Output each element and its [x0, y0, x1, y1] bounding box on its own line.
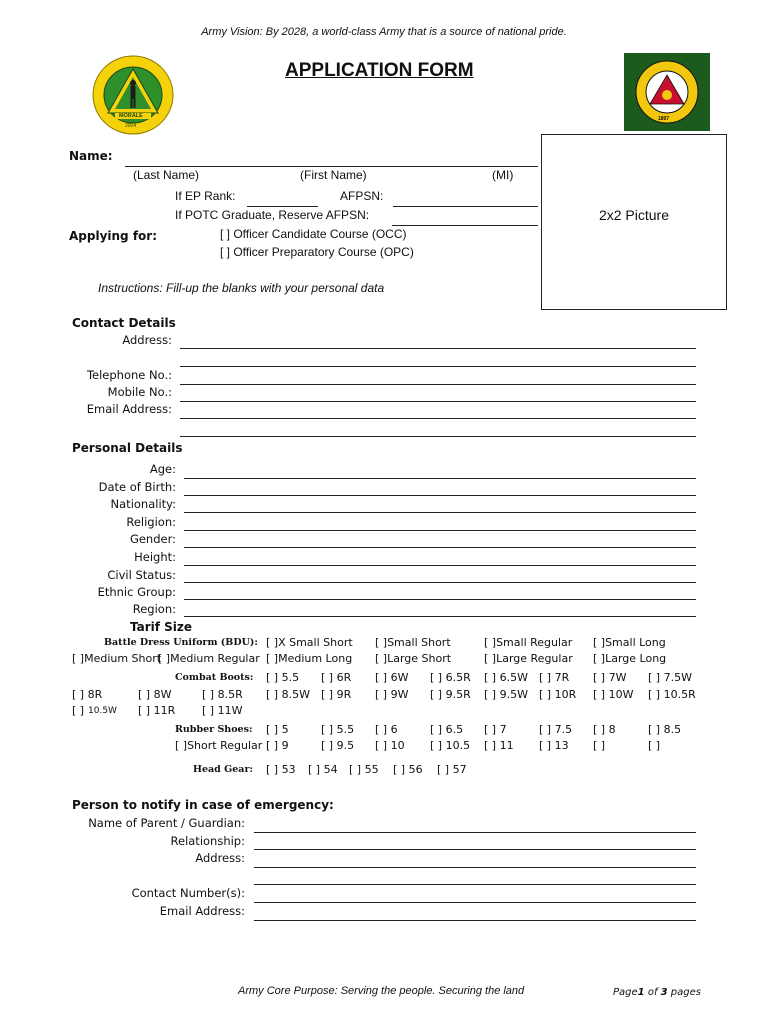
apmc-logo-text: MORALE	[119, 113, 143, 119]
name-input-line[interactable]	[125, 166, 538, 167]
afpsn-label: AFPSN:	[340, 189, 384, 203]
page-title: APPLICATION FORM	[285, 60, 474, 81]
first-name-caption: (First Name)	[300, 168, 367, 182]
photo-label: 2x2 Picture	[598, 207, 670, 223]
age-label: Age:	[149, 462, 176, 476]
relationship-label: Relationship:	[170, 834, 245, 848]
gender-input-line[interactable]	[184, 547, 696, 548]
head-56-checkbox[interactable]: [ ] 56	[393, 763, 423, 776]
bdu-large-long-checkbox[interactable]: [ ]Large Long	[593, 652, 667, 665]
region-label: Region:	[132, 602, 176, 616]
mi-caption: (MI)	[492, 168, 514, 182]
potc-input-line[interactable]	[392, 225, 538, 226]
address-label: Address:	[122, 333, 172, 347]
contact-numbers-input-line[interactable]	[254, 902, 696, 903]
height-input-line[interactable]	[184, 565, 696, 566]
boots-10-5w-box[interactable]: [ ]	[72, 704, 85, 717]
parent-guardian-label: Name of Parent / Guardian:	[88, 816, 245, 830]
emergency-address-input-line-2[interactable]	[254, 884, 696, 885]
emergency-email-label: Email Address:	[159, 904, 245, 918]
bdu-small-long-checkbox[interactable]: [ ]Small Long	[593, 636, 666, 649]
army-core-purpose: Army Core Purpose: Serving the people. Securing the land	[238, 985, 525, 997]
pa-seal-year: 1897	[658, 116, 670, 122]
bdu-large-regular-checkbox[interactable]: [ ]Large Regular	[484, 652, 573, 665]
gender-label: Gender:	[129, 532, 176, 546]
head-54-checkbox[interactable]: [ ] 54	[308, 763, 338, 776]
boots-9-5r-checkbox[interactable]: [ ] 9.5R	[430, 688, 471, 701]
height-label: Height:	[134, 550, 176, 564]
email-input-line-2[interactable]	[180, 436, 696, 437]
emergency-email-input-line[interactable]	[254, 920, 696, 921]
head-55-checkbox[interactable]: [ ] 55	[349, 763, 379, 776]
rubber-10-checkbox[interactable]: [ ] 10	[375, 739, 405, 752]
potc-label: If POTC Graduate, Reserve AFPSN:	[175, 208, 370, 222]
page-current: 1	[637, 987, 645, 998]
ep-rank-label: If EP Rank:	[175, 189, 236, 203]
relationship-input-line[interactable]	[254, 849, 696, 850]
emergency-address-input-line-1[interactable]	[254, 867, 696, 868]
rubber-6-checkbox[interactable]: [ ] 6	[375, 723, 398, 736]
tarif-size-heading: Tarif Size	[130, 620, 193, 634]
boots-10-5r-checkbox[interactable]: [ ] 10.5R	[648, 688, 696, 701]
ethnic-group-label: Ethnic Group:	[97, 585, 176, 599]
page-suffix: pages	[667, 987, 701, 998]
ep-rank-input-line[interactable]	[247, 206, 318, 207]
dob-input-line[interactable]	[184, 495, 696, 496]
bdu-medium-short-checkbox[interactable]: [ ]Medium Short	[72, 652, 162, 665]
rubber-7-checkbox[interactable]: [ ] 7	[484, 723, 507, 736]
personal-details-heading: Personal Details	[72, 441, 183, 455]
boots-6r-checkbox[interactable]: [ ] 6R	[321, 671, 352, 684]
rubber-blank-checkbox-2[interactable]: [ ]	[648, 739, 661, 752]
contact-numbers-label: Contact Number(s):	[131, 886, 245, 900]
bdu-large-short-checkbox[interactable]: [ ]Large Short	[375, 652, 452, 665]
mobile-label: Mobile No.:	[107, 385, 172, 399]
afpsn-input-line[interactable]	[393, 206, 538, 207]
boots-7r-checkbox[interactable]: [ ] 7R	[539, 671, 570, 684]
ethnic-group-input-line[interactable]	[184, 599, 696, 600]
head-53-checkbox[interactable]: [ ] 53	[266, 763, 296, 776]
address-input-line-1[interactable]	[180, 348, 696, 349]
occ-checkbox[interactable]: [ ] Officer Candidate Course (OCC)	[220, 227, 407, 241]
head-57-checkbox[interactable]: [ ] 57	[437, 763, 467, 776]
boots-10w-checkbox[interactable]: [ ] 10W	[593, 688, 634, 701]
opc-checkbox[interactable]: [ ] Officer Preparatory Course (OPC)	[220, 245, 414, 259]
rubber-8-checkbox[interactable]: [ ] 8	[593, 723, 616, 736]
name-label: Name:	[69, 149, 113, 163]
rubber-shoes-label: Rubber Shoes:	[175, 724, 253, 735]
boots-10-5w-label: 10.5W	[88, 706, 117, 716]
boots-8r-checkbox[interactable]: [ ] 8R	[72, 688, 103, 701]
rubber-10-5-checkbox[interactable]: [ ] 10.5	[430, 739, 471, 752]
dob-label: Date of Birth:	[98, 480, 176, 494]
rubber-6-5-checkbox[interactable]: [ ] 6.5	[430, 723, 464, 736]
boots-6-5w-checkbox[interactable]: [ ] 6.5W	[484, 671, 528, 684]
civil-status-input-line[interactable]	[184, 582, 696, 583]
nationality-input-line[interactable]	[184, 512, 696, 513]
page-total: 3	[660, 987, 668, 998]
emergency-heading: Person to notify in case of emergency:	[72, 798, 334, 812]
last-name-caption: (Last Name)	[133, 168, 200, 182]
boots-8-5w-checkbox[interactable]: [ ] 8.5W	[266, 688, 310, 701]
nationality-label: Nationality:	[110, 497, 176, 511]
email-input-line[interactable]	[180, 418, 696, 419]
applying-for-label: Applying for:	[69, 229, 158, 243]
religion-label: Religion:	[126, 515, 176, 529]
parent-guardian-input-line[interactable]	[254, 832, 696, 833]
boots-10r-checkbox[interactable]: [ ] 10R	[539, 688, 577, 701]
bdu-xsmall-short-checkbox[interactable]: [ ]X Small Short	[266, 636, 353, 649]
boots-7-5w-checkbox[interactable]: [ ] 7.5W	[648, 671, 692, 684]
boots-7w-checkbox[interactable]: [ ] 7W	[593, 671, 627, 684]
apmc-logo-year: 2004	[125, 123, 137, 129]
region-input-line[interactable]	[184, 616, 696, 617]
telephone-label: Telephone No.:	[86, 368, 172, 382]
boots-8-5r-checkbox[interactable]: [ ] 8.5R	[202, 688, 243, 701]
bdu-label: Battle Dress Uniform (BDU):	[104, 637, 258, 648]
boots-9w-checkbox[interactable]: [ ] 9W	[375, 688, 409, 701]
page-prefix: Page	[613, 987, 638, 998]
rubber-short-regular-checkbox[interactable]: [ ]Short Regular	[175, 739, 263, 752]
rubber-9-5-checkbox[interactable]: [ ] 9.5	[321, 739, 355, 752]
page-number	[613, 987, 701, 998]
boots-8w-checkbox[interactable]: [ ] 8W	[138, 688, 172, 701]
rubber-5-checkbox[interactable]: [ ] 5	[266, 723, 289, 736]
boots-9r-checkbox[interactable]: [ ] 9R	[321, 688, 352, 701]
email-label: Email Address:	[86, 402, 172, 416]
bdu-medium-long-checkbox[interactable]: [ ]Medium Long	[266, 652, 353, 665]
head-gear-label: Head Gear:	[193, 764, 253, 775]
bdu-small-short-checkbox[interactable]: [ ]Small Short	[375, 636, 451, 649]
rubber-8-5-checkbox[interactable]: [ ] 8.5	[648, 723, 682, 736]
telephone-input-line[interactable]	[180, 384, 696, 385]
religion-input-line[interactable]	[184, 530, 696, 531]
army-vision: Army Vision: By 2028, a world-class Army that is a source of national pride.	[201, 26, 567, 38]
boots-11r-checkbox[interactable]: [ ] 11R	[138, 704, 176, 717]
rubber-5-5-checkbox[interactable]: [ ] 5.5	[321, 723, 355, 736]
civil-status-label: Civil Status:	[107, 568, 176, 582]
emergency-address-label: Address:	[195, 851, 245, 865]
rubber-blank-checkbox-1[interactable]: [ ]	[593, 739, 606, 752]
rubber-9-checkbox[interactable]: [ ] 9	[266, 739, 289, 752]
bdu-small-regular-checkbox[interactable]: [ ]Small Regular	[484, 636, 573, 649]
contact-details-heading: Contact Details	[72, 316, 176, 330]
rubber-13-checkbox[interactable]: [ ] 13	[539, 739, 569, 752]
address-input-line-2[interactable]	[180, 366, 696, 367]
mobile-input-line[interactable]	[180, 401, 696, 402]
bdu-medium-regular-checkbox[interactable]: [ ]Medium Regular	[158, 652, 260, 665]
boots-6w-checkbox[interactable]: [ ] 6W	[375, 671, 409, 684]
age-input-line[interactable]	[184, 478, 696, 479]
boots-6-5r-checkbox[interactable]: [ ] 6.5R	[430, 671, 471, 684]
rubber-7-5-checkbox[interactable]: [ ] 7.5	[539, 723, 573, 736]
combat-boots-label: Combat Boots:	[175, 672, 254, 683]
boots-5-5-checkbox[interactable]: [ ] 5.5	[266, 671, 300, 684]
boots-9-5w-checkbox[interactable]: [ ] 9.5W	[484, 688, 528, 701]
rubber-11-checkbox[interactable]: [ ] 11	[484, 739, 514, 752]
instructions-text: Instructions: Fill-up the blanks with your personal data	[98, 281, 385, 295]
boots-11w-checkbox[interactable]: [ ] 11W	[202, 704, 243, 717]
page-mid: of	[644, 987, 661, 998]
